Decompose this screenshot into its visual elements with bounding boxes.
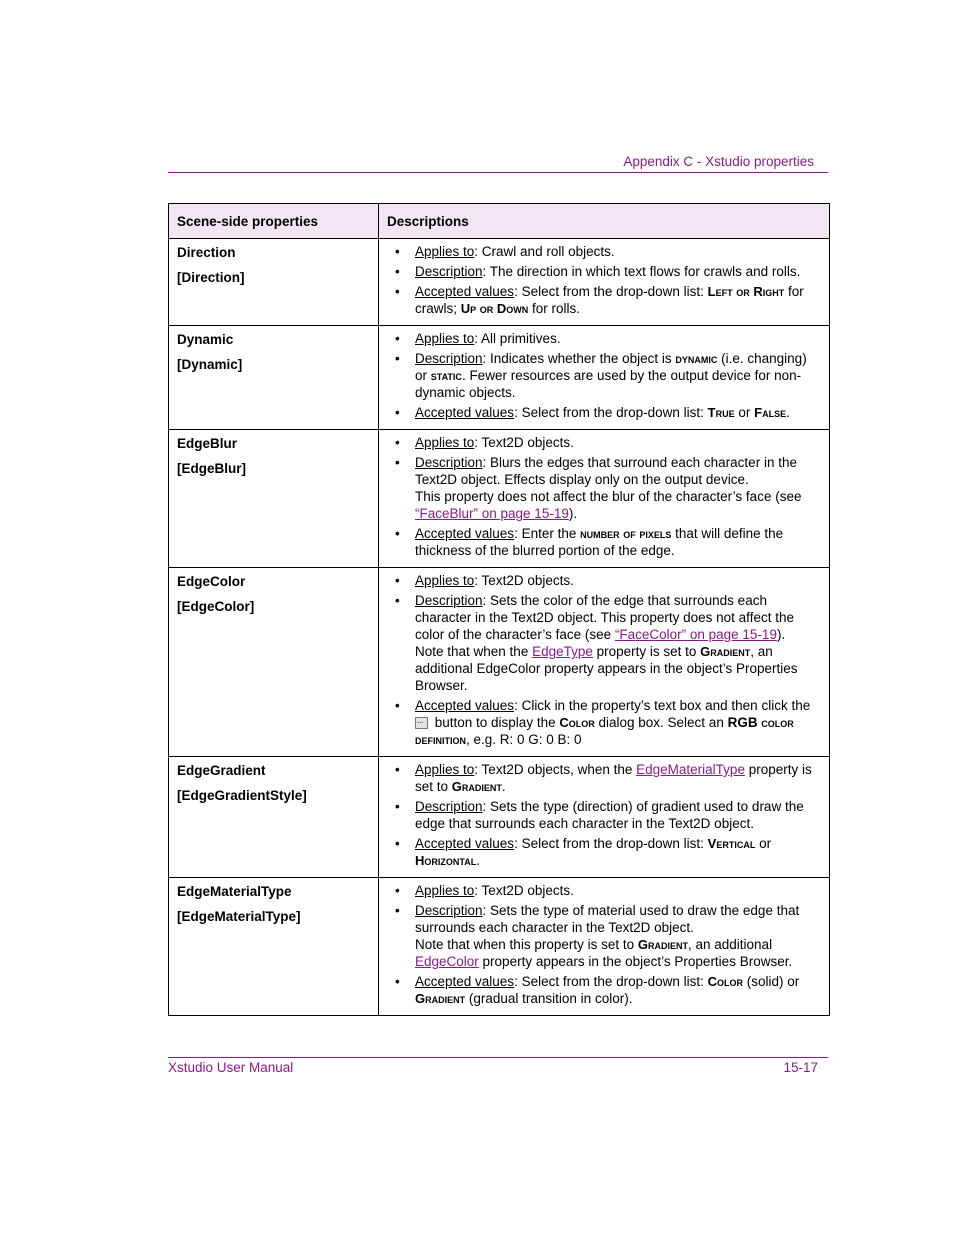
list-item: • Applies to: Crawl and roll objects. xyxy=(387,243,819,260)
property-key: [EdgeGradientStyle] xyxy=(177,788,307,803)
bullet-list xyxy=(387,243,819,317)
table-header-row xyxy=(169,204,830,239)
list-item: • Accepted values: Select from the drop-down list: Left or Right for crawls; Up or Down for rolls. xyxy=(387,283,819,317)
table-row xyxy=(169,430,830,568)
list-item: • Accepted values: Enter the number of pixels that will define the thickness of the blurred portion of the edge. xyxy=(387,525,819,559)
property-cell xyxy=(169,326,379,430)
footer-rule xyxy=(168,1057,828,1058)
property-key: [Direction] xyxy=(177,270,245,285)
list-item: • Accepted values: Select from the drop-down list: Vertical or Horizontal. xyxy=(387,835,819,869)
property-name: Direction xyxy=(177,245,236,260)
property-name: Dynamic xyxy=(177,332,234,347)
list-item: • Accepted values: Select from the drop-down list: True or False. xyxy=(387,404,819,421)
running-header: Appendix C - Xstudio properties xyxy=(623,154,814,169)
column-header-property: Scene-side properties xyxy=(169,204,379,239)
list-item: • Applies to: Text2D objects. xyxy=(387,882,819,899)
footer-page-number: 15-17 xyxy=(783,1060,818,1075)
property-key: [EdgeColor] xyxy=(177,599,255,614)
list-item: • Applies to: All primitives. xyxy=(387,330,819,347)
table-row xyxy=(169,326,830,430)
list-item: • Description: Sets the type (direction) of gradient used to draw the edge that surrounds each character in the Text2D object. xyxy=(387,798,819,832)
list-item: • Description: Sets the color of the edge that surrounds each character in the Text2D object. This property does not affect the color of the character’s face (see “FaceColor” on page 15-19). Note that when the EdgeType property is set to Gradient, an additional EdgeColor property appears in the object’s Properties Browser. xyxy=(387,592,819,694)
description-cell xyxy=(379,326,830,430)
property-cell xyxy=(169,568,379,757)
list-item: • Description: The direction in which text flows for crawls and rolls. xyxy=(387,263,819,280)
description-cell xyxy=(379,757,830,878)
bullet-list xyxy=(387,761,819,869)
footer-manual-title: Xstudio User Manual xyxy=(168,1060,294,1075)
ellipsis-button-icon xyxy=(415,717,428,729)
bullet-list xyxy=(387,882,819,1007)
list-item: • Applies to: Text2D objects. xyxy=(387,434,819,451)
property-key: [Dynamic] xyxy=(177,357,243,372)
property-cell xyxy=(169,878,379,1016)
description-cell xyxy=(379,430,830,568)
property-cell xyxy=(169,430,379,568)
table-row xyxy=(169,568,830,757)
bullet-list xyxy=(387,572,819,748)
description-cell xyxy=(379,878,830,1016)
description-cell xyxy=(379,239,830,326)
bullet-list xyxy=(387,434,819,559)
list-item: • Accepted values: Select from the drop-down list: Color (solid) or Gradient (gradual transition in color). xyxy=(387,973,819,1007)
list-item: • Description: Blurs the edges that surround each character in the Text2D object. Effects display only on the output device. This property does not affect the blur of the character’s face (see “FaceBlur” on page 15-19). xyxy=(387,454,819,522)
list-item: • Applies to: Text2D objects, when the EdgeMaterialType property is set to Gradient. xyxy=(387,761,819,795)
list-item: • Description: Indicates whether the object is dynamic (i.e. changing) or static. Fewer resources are used by the output device for non-dynamic objects. xyxy=(387,350,819,401)
properties-table xyxy=(168,203,830,1016)
column-header-description: Descriptions xyxy=(379,204,830,239)
property-key: [EdgeBlur] xyxy=(177,461,246,476)
property-name: EdgeColor xyxy=(177,574,246,589)
property-name: EdgeMaterialType xyxy=(177,884,292,899)
facecolor-link[interactable]: “FaceColor” on page 15-19 xyxy=(614,627,777,642)
edgematerialtype-link[interactable]: EdgeMaterialType xyxy=(636,762,745,777)
table-row xyxy=(169,878,830,1016)
table-row xyxy=(169,239,830,326)
property-cell xyxy=(169,757,379,878)
list-item: • Accepted values: Click in the property’s text box and then click the ... button to display the Color dialog box. Select an RGB color definition, e.g. R: 0 G: 0 B: 0 xyxy=(387,697,819,748)
list-item: • Applies to: Text2D objects. xyxy=(387,572,819,589)
faceblur-link[interactable]: “FaceBlur” on page 15-19 xyxy=(415,506,569,521)
property-key: [EdgeMaterialType] xyxy=(177,909,301,924)
edgecolor-link[interactable]: EdgeColor xyxy=(415,954,479,969)
bullet-list xyxy=(387,330,819,421)
edgetype-link[interactable]: EdgeType xyxy=(532,644,593,659)
header-rule xyxy=(168,172,828,173)
list-item: • Description: Sets the type of material used to draw the edge that surrounds each character in the Text2D object. Note that when this property is set to Gradient, an additional EdgeColor property appears in the object’s Properties Browser. xyxy=(387,902,819,970)
property-name: EdgeBlur xyxy=(177,436,238,451)
table-row xyxy=(169,757,830,878)
description-cell xyxy=(379,568,830,757)
property-name: EdgeGradient xyxy=(177,763,266,778)
property-cell xyxy=(169,239,379,326)
